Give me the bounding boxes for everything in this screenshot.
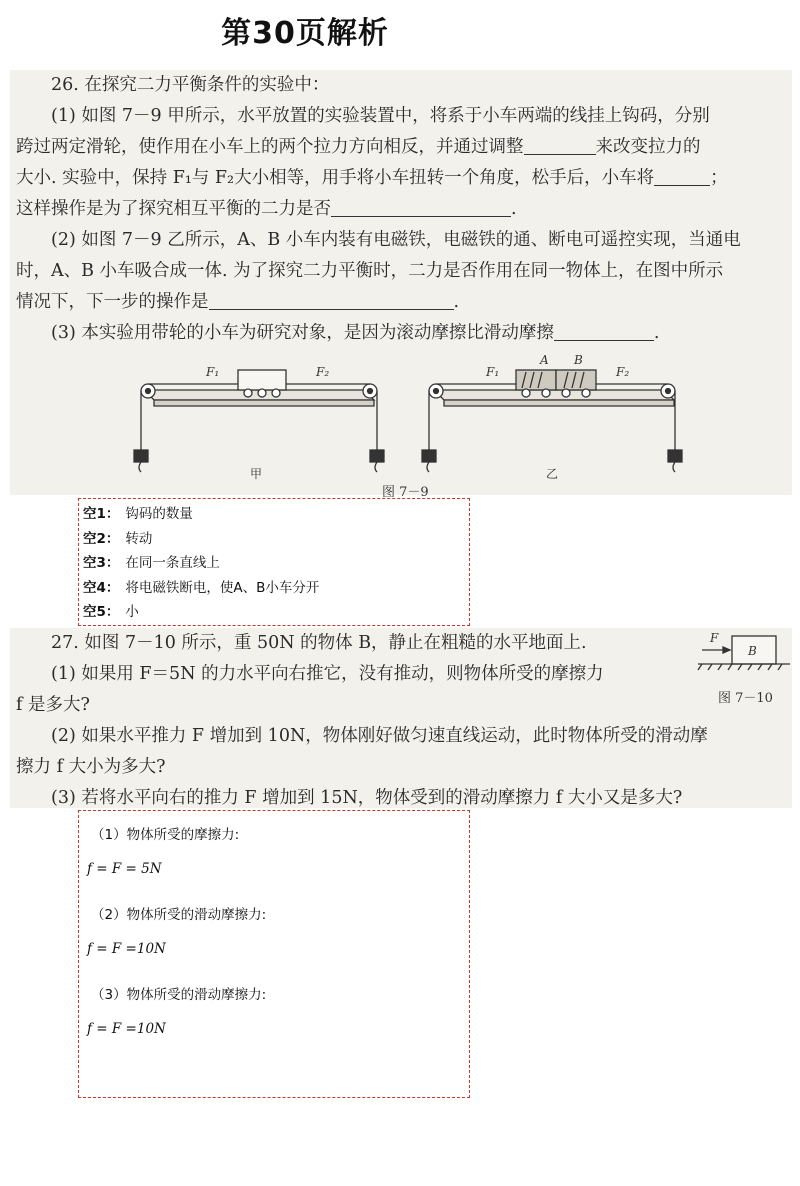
q27-line1: 27. 如图 7－10 所示，重 50N 的物体 B，静止在粗糙的水平地面上. (51, 633, 587, 653)
figure-7-10 (696, 628, 792, 712)
answer-row: 空5： 小 (83, 604, 139, 620)
page-title: 第30页解析 (221, 16, 389, 51)
solution-formula: f = F =10N (87, 1021, 166, 1037)
q27-line2: (1) 如果用 F＝5N 的力水平向右推它，没有推动，则物体所受的摩擦力 (51, 664, 604, 684)
fig9-f2-right: F₂ (616, 365, 630, 379)
answer-row: 空3： 在同一条直线上 (83, 555, 220, 571)
q26-p1-line3: 大小. 实验中，保持 F₁与 F₂大小相等，用手将小车扭转一个角度，松手后，小车将 ； (16, 168, 728, 188)
q26-p2-line1: (2) 如图 7－9 乙所示，A、B 小车内装有电磁铁，电磁铁的通、断电可遥控实现，当通电 (51, 230, 741, 250)
q27-line5: 擦力 f 大小为多大? (16, 757, 166, 777)
q26-p3: (3) 本实验用带轮的小车为研究对象，是因为滚动摩擦比滑动摩擦 . (51, 323, 660, 343)
q27-line4: (2) 如果水平推力 F 增加到 10N，物体刚好做匀速直线运动，此时物体所受的滑动摩 (51, 726, 708, 746)
answer-row: 空2： 转动 (83, 530, 153, 547)
solution-label: （3）物体所受的滑动摩擦力: (91, 987, 267, 1003)
fig10-caption: 图 7－10 (718, 691, 773, 706)
answer-box-26 (78, 498, 470, 626)
q27-line6: (3) 若将水平向右的推力 F 增加到 15N，物体受到的滑动摩擦力 f 大小又是多大? (51, 788, 683, 808)
fig9-f2-left: F₂ (316, 365, 330, 379)
fig9-f1-right: F₁ (486, 365, 500, 379)
blank-2 (654, 168, 710, 187)
blank-5 (554, 323, 654, 342)
answer-row: 空4： 将电磁铁断电，使A、B小车分开 (83, 579, 320, 596)
fig10-force: F (710, 631, 719, 645)
q26-p1-line1: (1) 如图 7－9 甲所示，水平放置的实验装置中，将系于小车两端的线挂上钩码，分别 (51, 106, 710, 126)
fig9-f1-left: F₁ (206, 365, 220, 379)
fig10-block: B (748, 644, 757, 658)
blank-4 (209, 292, 454, 311)
blank-1 (524, 137, 596, 156)
q26-p2-line3: 情况下，下一步的操作是 . (16, 292, 460, 312)
q26-stem: 26. 在探究二力平衡条件的实验中： (51, 75, 330, 95)
fig9-label-jia: 甲 (250, 467, 263, 481)
solution-formula: f = F =10N (87, 941, 166, 957)
answer-row: 空1： 钩码的数量 (83, 506, 193, 522)
figure-7-9 (16, 348, 786, 498)
apparatus-jia (134, 370, 384, 472)
blank-3 (331, 199, 511, 218)
solution-formula: f = F = 5N (87, 861, 162, 877)
q27-line3: f 是多大? (16, 695, 90, 715)
question-26 (10, 70, 792, 498)
fig9-label-a: A (540, 353, 549, 367)
answer-box-27 (78, 810, 470, 1098)
apparatus-yi (422, 370, 682, 472)
q26-p1-line4: 这样操作是为了探究相互平衡的二力是否 . (16, 199, 517, 219)
fig9-label-b: B (574, 353, 583, 367)
q26-p1-line2: 跨过两定滑轮，使作用在小车上的两个拉力方向相反，并通过调整 来改变拉力的 (16, 137, 701, 157)
question-27 (10, 628, 792, 808)
solution-label: （1）物体所受的摩擦力: (91, 827, 240, 843)
q26-p2-line2: 时，A、B 小车吸合成一体. 为了探究二力平衡时，二力是否作用在同一物体上，在图中所示 (16, 261, 724, 281)
fig9-caption: 图 7－9 (382, 485, 429, 498)
solution-label: （2）物体所受的滑动摩擦力: (91, 907, 267, 923)
fig9-label-yi: 乙 (546, 467, 559, 481)
